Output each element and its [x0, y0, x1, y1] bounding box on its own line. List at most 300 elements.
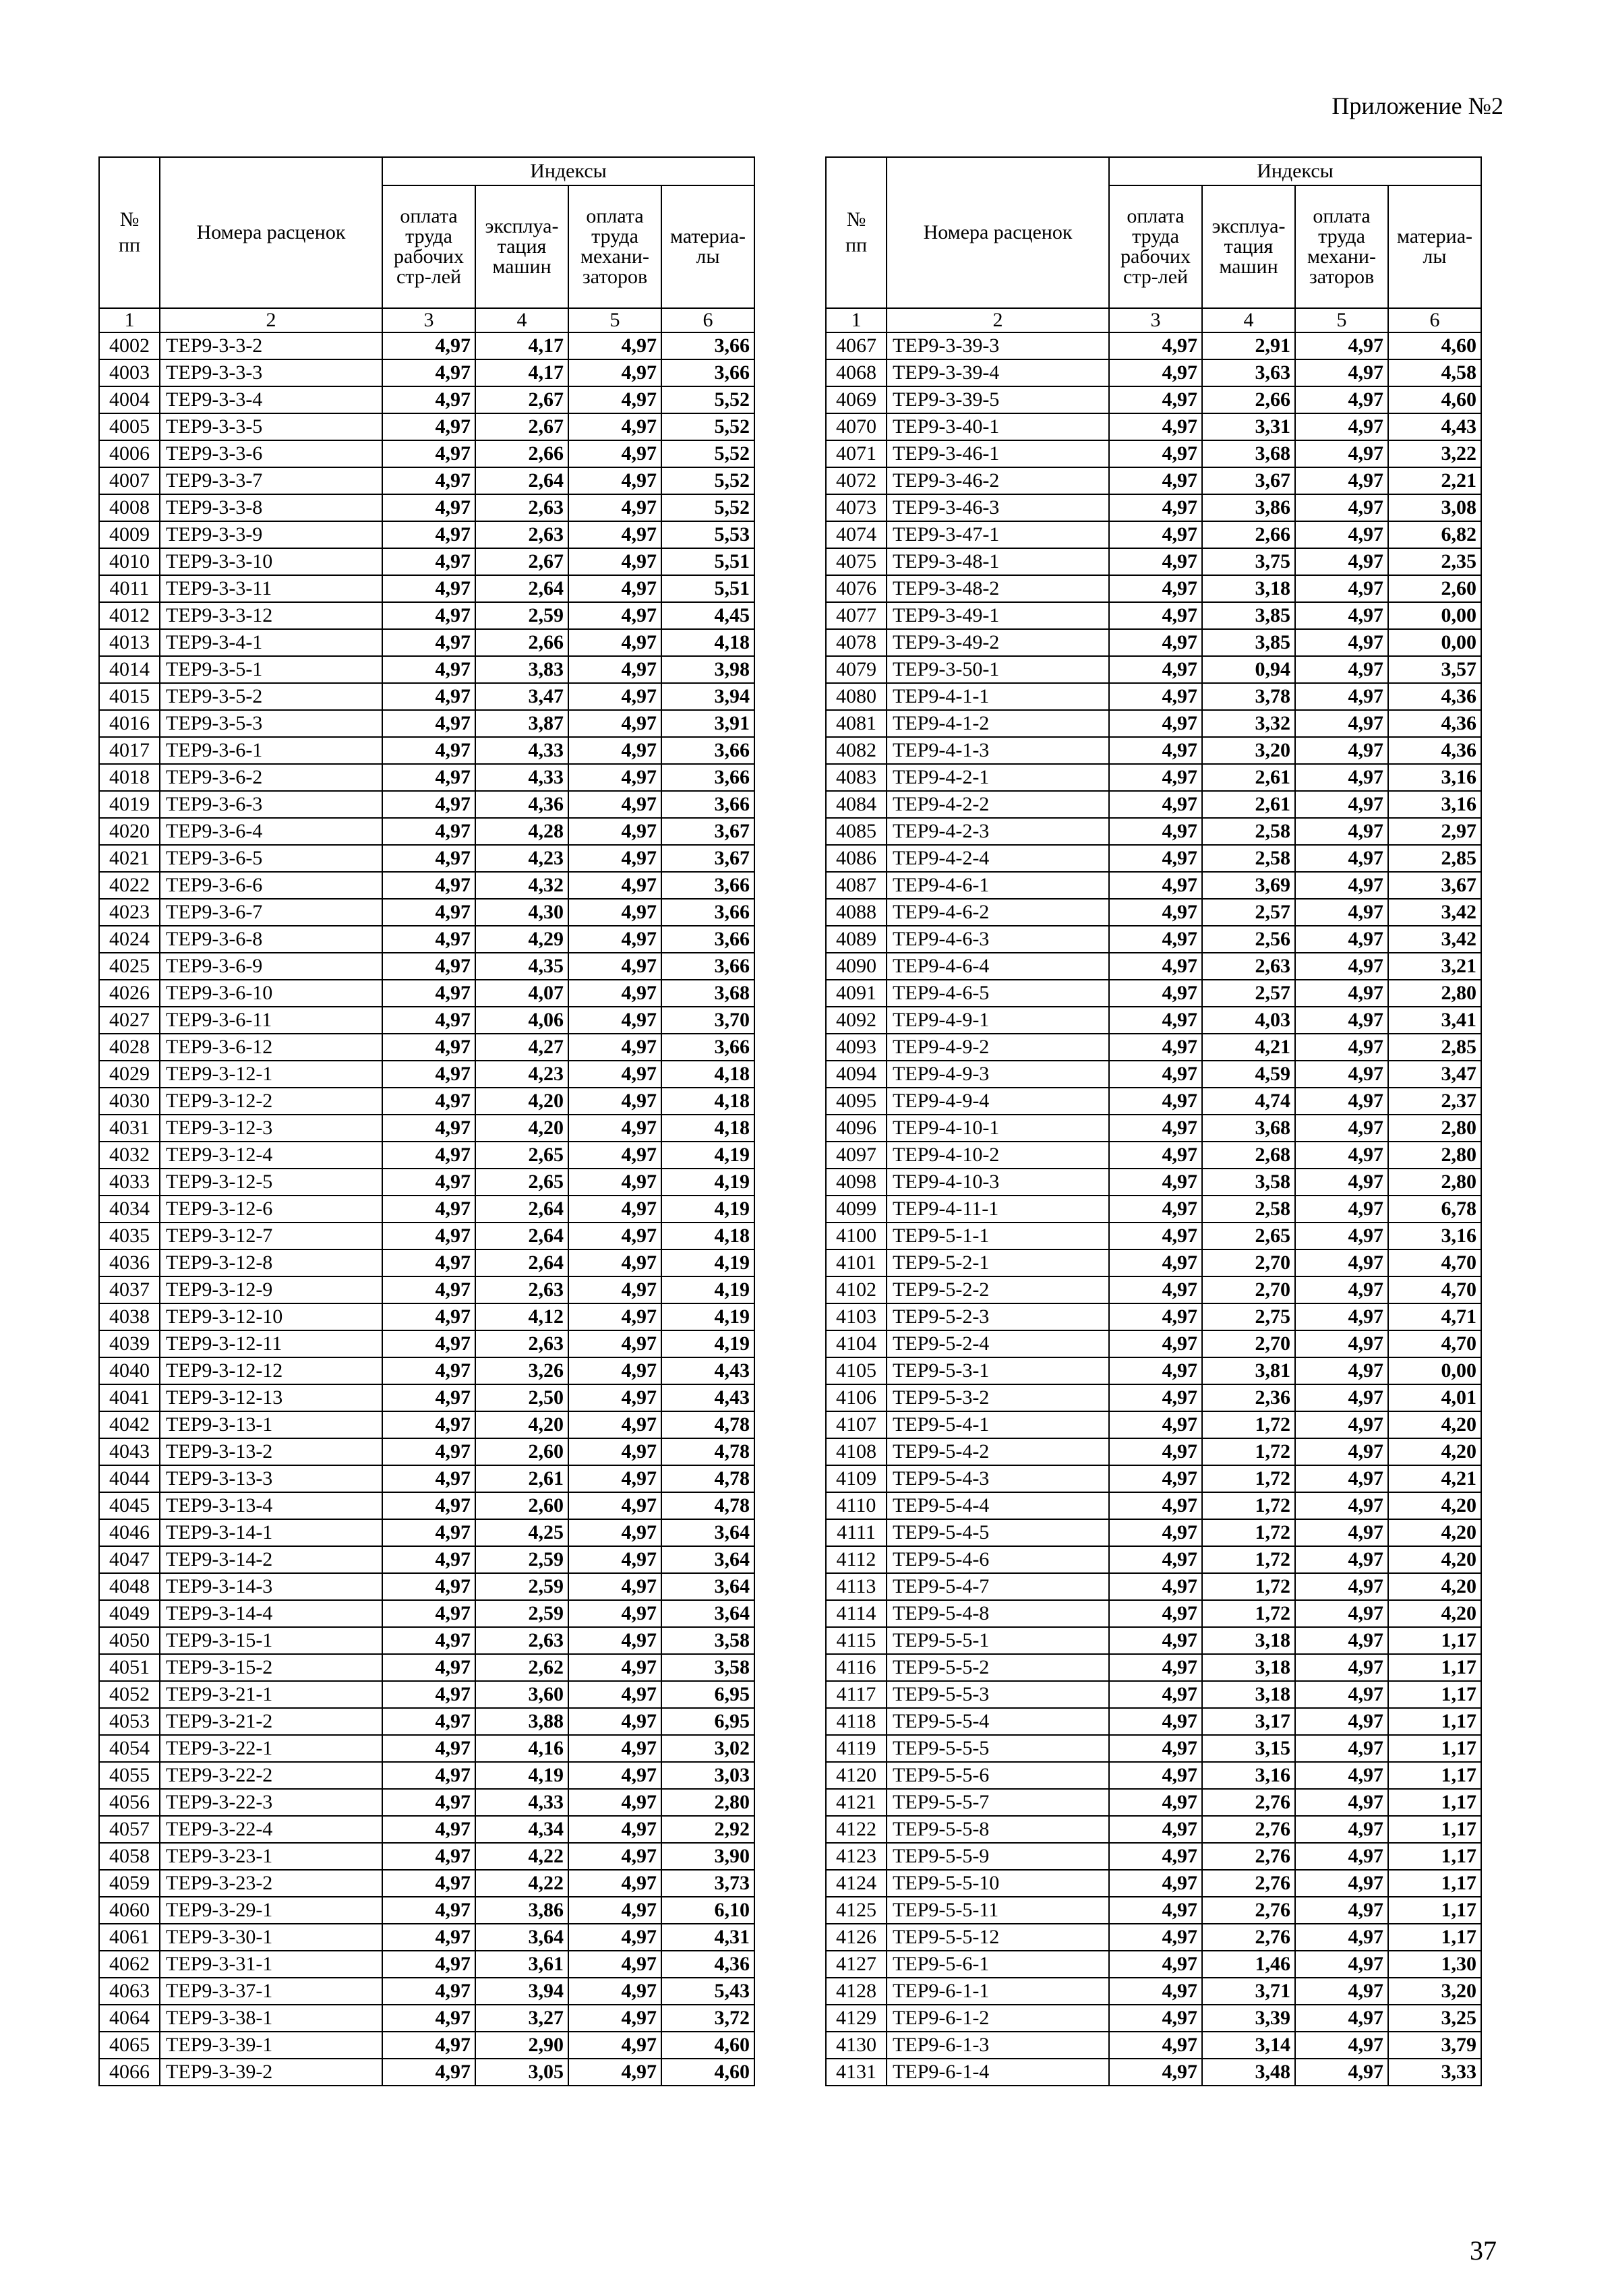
- rate-code: ТЕР9-3-12-9: [160, 1276, 382, 1303]
- materials-index: 4,43: [661, 1384, 754, 1411]
- machine-ops-index: 3,75: [1202, 548, 1295, 575]
- rate-code: ТЕР9-3-5-2: [160, 683, 382, 710]
- row-number: 4110: [826, 1492, 887, 1519]
- materials-index: 2,80: [1388, 1169, 1481, 1196]
- materials-index: 4,18: [661, 1115, 754, 1142]
- worker-pay-index: 4,97: [382, 1708, 475, 1735]
- machine-ops-index: 3,05: [475, 2059, 568, 2086]
- worker-pay-index: 4,97: [382, 1357, 475, 1384]
- rate-code: ТЕР9-3-39-4: [887, 359, 1109, 386]
- worker-pay-index: 4,97: [382, 1007, 475, 1034]
- worker-pay-index: 4,97: [1109, 1816, 1202, 1843]
- worker-pay-index: 4,97: [382, 1762, 475, 1789]
- machinist-pay-index: 4,97: [568, 1951, 661, 1978]
- table-row: [826, 1789, 1481, 1816]
- machine-ops-index: 3,32: [1202, 710, 1295, 737]
- materials-index: 3,66: [661, 359, 754, 386]
- worker-pay-index: 4,97: [382, 1843, 475, 1870]
- machinist-pay-index: 4,97: [568, 1708, 661, 1735]
- row-number: 4094: [826, 1061, 887, 1088]
- row-number: 4107: [826, 1411, 887, 1438]
- machine-ops-index: 2,91: [1202, 332, 1295, 359]
- rate-code: ТЕР9-3-6-5: [160, 845, 382, 872]
- col-header-code: Номера расценок: [160, 157, 382, 308]
- rate-code: ТЕР9-3-39-1: [160, 2032, 382, 2059]
- machine-ops-index: 1,72: [1202, 1465, 1295, 1492]
- machinist-pay-index: 4,97: [568, 737, 661, 764]
- machinist-pay-index: 4,97: [1295, 737, 1388, 764]
- rate-code: ТЕР9-3-6-4: [160, 818, 382, 845]
- row-number: 4039: [99, 1330, 160, 1357]
- row-number: 4036: [99, 1249, 160, 1276]
- materials-index: 5,43: [661, 1978, 754, 2005]
- rate-code: ТЕР9-3-39-2: [160, 2059, 382, 2086]
- worker-pay-index: 4,97: [1109, 926, 1202, 953]
- rate-code: ТЕР9-3-12-10: [160, 1303, 382, 1330]
- machine-ops-index: 2,65: [475, 1169, 568, 1196]
- machine-ops-index: 2,64: [475, 1196, 568, 1223]
- rate-code: ТЕР9-4-6-2: [887, 899, 1109, 926]
- col-header-no: № пп: [99, 157, 160, 308]
- worker-pay-index: 4,97: [1109, 737, 1202, 764]
- table-row: [99, 1951, 754, 1978]
- machine-ops-index: 4,32: [475, 872, 568, 899]
- row-number: 4081: [826, 710, 887, 737]
- machinist-pay-index: 4,97: [568, 467, 661, 494]
- worker-pay-index: 4,97: [1109, 1519, 1202, 1546]
- machine-ops-index: 3,16: [1202, 1762, 1295, 1789]
- rate-code: ТЕР9-3-21-1: [160, 1681, 382, 1708]
- worker-pay-index: 4,97: [382, 1384, 475, 1411]
- machine-ops-index: 2,57: [1202, 899, 1295, 926]
- machine-ops-index: 3,85: [1202, 602, 1295, 629]
- worker-pay-index: 4,97: [382, 413, 475, 440]
- rate-code: ТЕР9-3-12-5: [160, 1169, 382, 1196]
- table-row: [826, 629, 1481, 656]
- machinist-pay-index: 4,97: [568, 1816, 661, 1843]
- row-number: 4055: [99, 1762, 160, 1789]
- row-number: 4064: [99, 2005, 160, 2032]
- machinist-pay-index: 4,97: [1295, 1843, 1388, 1870]
- machine-ops-index: 2,56: [1202, 926, 1295, 953]
- machine-ops-index: 4,12: [475, 1303, 568, 1330]
- row-number: 4078: [826, 629, 887, 656]
- machinist-pay-index: 4,97: [1295, 818, 1388, 845]
- materials-index: 3,03: [661, 1762, 754, 1789]
- row-number: 4046: [99, 1519, 160, 1546]
- materials-index: 3,16: [1388, 764, 1481, 791]
- worker-pay-index: 4,97: [382, 1061, 475, 1088]
- machine-ops-index: 4,20: [475, 1411, 568, 1438]
- machinist-pay-index: 4,97: [1295, 629, 1388, 656]
- table-row: [99, 602, 754, 629]
- table-row: [826, 2032, 1481, 2059]
- worker-pay-index: 4,97: [1109, 629, 1202, 656]
- machine-ops-index: 4,07: [475, 980, 568, 1007]
- machine-ops-index: 1,46: [1202, 1951, 1295, 1978]
- table-row: [99, 1196, 754, 1223]
- worker-pay-index: 4,97: [382, 1276, 475, 1303]
- materials-index: 2,97: [1388, 818, 1481, 845]
- machine-ops-index: 1,72: [1202, 1492, 1295, 1519]
- materials-index: 3,66: [661, 764, 754, 791]
- worker-pay-index: 4,97: [1109, 2005, 1202, 2032]
- machinist-pay-index: 4,97: [568, 602, 661, 629]
- rate-code: ТЕР9-3-3-8: [160, 494, 382, 521]
- table-row: [99, 1789, 754, 1816]
- table-row: [826, 1681, 1481, 1708]
- rate-code: ТЕР9-5-6-1: [887, 1951, 1109, 1978]
- machinist-pay-index: 4,97: [1295, 1735, 1388, 1762]
- machinist-pay-index: 4,97: [1295, 1249, 1388, 1276]
- table-row: [99, 1411, 754, 1438]
- worker-pay-index: 4,97: [1109, 2032, 1202, 2059]
- materials-index: 3,21: [1388, 953, 1481, 980]
- table-row: [99, 1330, 754, 1357]
- table-row: [826, 1223, 1481, 1249]
- row-number: 4092: [826, 1007, 887, 1034]
- row-number: 4021: [99, 845, 160, 872]
- table-row: [99, 1600, 754, 1627]
- machinist-pay-index: 4,97: [1295, 494, 1388, 521]
- machinist-pay-index: 4,97: [1295, 1034, 1388, 1061]
- row-number: 4095: [826, 1088, 887, 1115]
- machinist-pay-index: 4,97: [1295, 1951, 1388, 1978]
- table-row: [826, 1384, 1481, 1411]
- worker-pay-index: 4,97: [1109, 359, 1202, 386]
- row-number: 4034: [99, 1196, 160, 1223]
- worker-pay-index: 4,97: [1109, 1223, 1202, 1249]
- worker-pay-index: 4,97: [382, 818, 475, 845]
- materials-index: 3,42: [1388, 926, 1481, 953]
- rate-code: ТЕР9-3-50-1: [887, 656, 1109, 683]
- machinist-pay-index: 4,97: [1295, 1115, 1388, 1142]
- machine-ops-index: 3,61: [475, 1951, 568, 1978]
- rate-code: ТЕР9-4-6-5: [887, 980, 1109, 1007]
- table-row: [99, 1627, 754, 1654]
- materials-index: 4,18: [661, 1088, 754, 1115]
- machinist-pay-index: 4,97: [1295, 1870, 1388, 1897]
- materials-index: 3,67: [1388, 872, 1481, 899]
- worker-pay-index: 4,97: [1109, 1249, 1202, 1276]
- materials-index: 5,52: [661, 467, 754, 494]
- table-row: [99, 467, 754, 494]
- materials-index: 3,08: [1388, 494, 1481, 521]
- table-row: [826, 1357, 1481, 1384]
- machine-ops-index: 3,14: [1202, 2032, 1295, 2059]
- materials-index: 3,47: [1388, 1061, 1481, 1088]
- materials-index: 6,82: [1388, 521, 1481, 548]
- worker-pay-index: 4,97: [1109, 1142, 1202, 1169]
- machine-ops-index: 4,30: [475, 899, 568, 926]
- materials-index: 6,95: [661, 1708, 754, 1735]
- materials-index: 4,20: [1388, 1519, 1481, 1546]
- table-row: [99, 2032, 754, 2059]
- worker-pay-index: 4,97: [1109, 953, 1202, 980]
- machine-ops-index: 2,62: [475, 1654, 568, 1681]
- materials-index: 4,71: [1388, 1303, 1481, 1330]
- materials-index: 4,20: [1388, 1438, 1481, 1465]
- machinist-pay-index: 4,97: [568, 521, 661, 548]
- table-row: [826, 1303, 1481, 1330]
- row-number: 4100: [826, 1223, 887, 1249]
- materials-index: 2,80: [1388, 1115, 1481, 1142]
- rate-code: ТЕР9-5-1-1: [887, 1223, 1109, 1249]
- machinist-pay-index: 4,97: [568, 1465, 661, 1492]
- worker-pay-index: 4,97: [1109, 1061, 1202, 1088]
- worker-pay-index: 4,97: [382, 548, 475, 575]
- table-row: [826, 413, 1481, 440]
- worker-pay-index: 4,97: [382, 1789, 475, 1816]
- row-number: 4029: [99, 1061, 160, 1088]
- machine-ops-index: 2,63: [1202, 953, 1295, 980]
- materials-index: 3,94: [661, 683, 754, 710]
- machine-ops-index: 2,66: [1202, 521, 1295, 548]
- row-number: 4103: [826, 1303, 887, 1330]
- machinist-pay-index: 4,97: [568, 1061, 661, 1088]
- machine-ops-index: 3,17: [1202, 1708, 1295, 1735]
- rate-code: ТЕР9-3-12-12: [160, 1357, 382, 1384]
- page-number: 37: [1470, 2235, 1497, 2266]
- table-row: [826, 575, 1481, 602]
- rate-code: ТЕР9-3-49-1: [887, 602, 1109, 629]
- table-row: [826, 521, 1481, 548]
- table-row: [826, 1816, 1481, 1843]
- worker-pay-index: 4,97: [1109, 1411, 1202, 1438]
- appendix-label: Приложение №2: [1332, 92, 1503, 119]
- row-number: 4105: [826, 1357, 887, 1384]
- machine-ops-index: 2,76: [1202, 1924, 1295, 1951]
- row-number: 4085: [826, 818, 887, 845]
- machine-ops-index: 3,68: [1202, 1115, 1295, 1142]
- table-row: [99, 1115, 754, 1142]
- row-number: 4023: [99, 899, 160, 926]
- worker-pay-index: 4,97: [1109, 332, 1202, 359]
- machine-ops-index: 2,60: [475, 1492, 568, 1519]
- machinist-pay-index: 4,97: [568, 386, 661, 413]
- row-number: 4030: [99, 1088, 160, 1115]
- table-row: [826, 1196, 1481, 1223]
- machinist-pay-index: 4,97: [568, 1924, 661, 1951]
- rate-code: ТЕР9-3-13-1: [160, 1411, 382, 1438]
- table-row: [99, 1978, 754, 2005]
- worker-pay-index: 4,97: [1109, 1492, 1202, 1519]
- machine-ops-index: 3,48: [1202, 2059, 1295, 2086]
- machine-ops-index: 3,68: [1202, 440, 1295, 467]
- rate-code: ТЕР9-3-13-2: [160, 1438, 382, 1465]
- machinist-pay-index: 4,97: [568, 1600, 661, 1627]
- machinist-pay-index: 4,97: [568, 1789, 661, 1816]
- machinist-pay-index: 4,97: [568, 332, 661, 359]
- row-number: 4122: [826, 1816, 887, 1843]
- machine-ops-index: 4,20: [475, 1088, 568, 1115]
- row-number: 4033: [99, 1169, 160, 1196]
- worker-pay-index: 4,97: [382, 467, 475, 494]
- machinist-pay-index: 4,97: [1295, 1169, 1388, 1196]
- row-number: 4097: [826, 1142, 887, 1169]
- worker-pay-index: 4,97: [382, 1573, 475, 1600]
- materials-index: 1,17: [1388, 1924, 1481, 1951]
- row-number: 4080: [826, 683, 887, 710]
- row-number: 4074: [826, 521, 887, 548]
- table-row: [99, 1088, 754, 1115]
- machine-ops-index: 3,78: [1202, 683, 1295, 710]
- worker-pay-index: 4,97: [1109, 656, 1202, 683]
- row-number: 4058: [99, 1843, 160, 1870]
- machinist-pay-index: 4,97: [1295, 1708, 1388, 1735]
- table-row: [99, 440, 754, 467]
- machine-ops-index: 3,27: [475, 2005, 568, 2032]
- machine-ops-index: 2,67: [475, 413, 568, 440]
- machine-ops-index: 2,61: [475, 1465, 568, 1492]
- machine-ops-index: 2,66: [475, 440, 568, 467]
- row-number: 4054: [99, 1735, 160, 1762]
- materials-index: 5,52: [661, 440, 754, 467]
- machinist-pay-index: 4,97: [1295, 1681, 1388, 1708]
- machine-ops-index: 2,76: [1202, 1789, 1295, 1816]
- machinist-pay-index: 4,97: [1295, 386, 1388, 413]
- table-row: [826, 359, 1481, 386]
- worker-pay-index: 4,97: [382, 2032, 475, 2059]
- machine-ops-index: 4,22: [475, 1870, 568, 1897]
- machinist-pay-index: 4,97: [1295, 683, 1388, 710]
- materials-index: 1,30: [1388, 1951, 1481, 1978]
- worker-pay-index: 4,97: [382, 521, 475, 548]
- machinist-pay-index: 4,97: [568, 818, 661, 845]
- materials-index: 3,72: [661, 2005, 754, 2032]
- worker-pay-index: 4,97: [382, 1870, 475, 1897]
- materials-index: 3,68: [661, 980, 754, 1007]
- machine-ops-index: 4,23: [475, 1061, 568, 1088]
- machinist-pay-index: 4,97: [568, 2059, 661, 2086]
- table-row: [99, 791, 754, 818]
- machine-ops-index: 1,72: [1202, 1600, 1295, 1627]
- row-number: 4109: [826, 1465, 887, 1492]
- worker-pay-index: 4,97: [1109, 1034, 1202, 1061]
- rate-code: ТЕР9-3-3-7: [160, 467, 382, 494]
- machinist-pay-index: 4,97: [568, 953, 661, 980]
- col-header-indices: Индексы: [1109, 157, 1481, 185]
- machine-ops-index: 4,27: [475, 1034, 568, 1061]
- worker-pay-index: 4,97: [1109, 1600, 1202, 1627]
- machine-ops-index: 3,88: [475, 1708, 568, 1735]
- rate-code: ТЕР9-3-3-2: [160, 332, 382, 359]
- machinist-pay-index: 4,97: [568, 764, 661, 791]
- table-row: [99, 1546, 754, 1573]
- machine-ops-index: 3,18: [1202, 1654, 1295, 1681]
- materials-index: 3,66: [661, 332, 754, 359]
- row-number: 4076: [826, 575, 887, 602]
- table-row: [826, 1034, 1481, 1061]
- row-number: 4096: [826, 1115, 887, 1142]
- machinist-pay-index: 4,97: [1295, 1546, 1388, 1573]
- table-row: [826, 1249, 1481, 1276]
- worker-pay-index: 4,97: [382, 1223, 475, 1249]
- materials-index: 4,60: [1388, 332, 1481, 359]
- rate-code: ТЕР9-5-5-6: [887, 1762, 1109, 1789]
- rate-code: ТЕР9-3-12-7: [160, 1223, 382, 1249]
- machinist-pay-index: 4,97: [568, 1546, 661, 1573]
- rate-code: ТЕР9-6-1-4: [887, 2059, 1109, 2086]
- worker-pay-index: 4,97: [382, 764, 475, 791]
- worker-pay-index: 4,97: [382, 872, 475, 899]
- row-number: 4004: [99, 386, 160, 413]
- machinist-pay-index: 4,97: [568, 1627, 661, 1654]
- materials-index: 2,80: [1388, 1142, 1481, 1169]
- machine-ops-index: 2,36: [1202, 1384, 1295, 1411]
- row-number: 4065: [99, 2032, 160, 2059]
- row-number: 4048: [99, 1573, 160, 1600]
- row-number: 4059: [99, 1870, 160, 1897]
- table-row: [99, 845, 754, 872]
- rate-code: ТЕР9-4-10-1: [887, 1115, 1109, 1142]
- materials-index: 3,90: [661, 1843, 754, 1870]
- machinist-pay-index: 4,97: [568, 575, 661, 602]
- materials-index: 6,10: [661, 1897, 754, 1924]
- table-row: [826, 1546, 1481, 1573]
- rate-code: ТЕР9-3-23-2: [160, 1870, 382, 1897]
- worker-pay-index: 4,97: [382, 980, 475, 1007]
- row-number: 4051: [99, 1654, 160, 1681]
- table-row: [99, 1007, 754, 1034]
- table-row: [826, 1924, 1481, 1951]
- rate-code: ТЕР9-3-21-2: [160, 1708, 382, 1735]
- row-number: 4068: [826, 359, 887, 386]
- row-number: 4125: [826, 1897, 887, 1924]
- machinist-pay-index: 4,97: [1295, 1142, 1388, 1169]
- worker-pay-index: 4,97: [1109, 899, 1202, 926]
- row-number: 4007: [99, 467, 160, 494]
- table-row: [99, 764, 754, 791]
- worker-pay-index: 4,97: [1109, 1978, 1202, 2005]
- worker-pay-index: 4,97: [382, 683, 475, 710]
- machine-ops-index: 2,64: [475, 1249, 568, 1276]
- table-row: [99, 2005, 754, 2032]
- row-number: 4002: [99, 332, 160, 359]
- machinist-pay-index: 4,97: [568, 1978, 661, 2005]
- materials-index: 3,22: [1388, 440, 1481, 467]
- materials-index: 4,19: [661, 1276, 754, 1303]
- machine-ops-index: 3,64: [475, 1924, 568, 1951]
- worker-pay-index: 4,97: [1109, 1735, 1202, 1762]
- machinist-pay-index: 4,97: [568, 1007, 661, 1034]
- rate-code: ТЕР9-4-2-4: [887, 845, 1109, 872]
- row-number: 4121: [826, 1789, 887, 1816]
- row-number: 4042: [99, 1411, 160, 1438]
- table-row: [99, 1169, 754, 1196]
- machine-ops-index: 2,60: [475, 1438, 568, 1465]
- machinist-pay-index: 4,97: [1295, 1330, 1388, 1357]
- machinist-pay-index: 4,97: [1295, 1816, 1388, 1843]
- worker-pay-index: 4,97: [1109, 1276, 1202, 1303]
- row-number: 4026: [99, 980, 160, 1007]
- row-number: 4084: [826, 791, 887, 818]
- row-number: 4069: [826, 386, 887, 413]
- table-row: [99, 629, 754, 656]
- machinist-pay-index: 4,97: [568, 548, 661, 575]
- machinist-pay-index: 4,97: [1295, 953, 1388, 980]
- rate-code: ТЕР9-3-6-1: [160, 737, 382, 764]
- materials-index: 6,78: [1388, 1196, 1481, 1223]
- table-row: [99, 575, 754, 602]
- worker-pay-index: 4,97: [382, 629, 475, 656]
- machinist-pay-index: 4,97: [1295, 656, 1388, 683]
- machinist-pay-index: 4,97: [1295, 1789, 1388, 1816]
- machinist-pay-index: 4,97: [1295, 764, 1388, 791]
- machine-ops-index: 2,58: [1202, 818, 1295, 845]
- worker-pay-index: 4,97: [1109, 1303, 1202, 1330]
- rate-code: ТЕР9-3-37-1: [160, 1978, 382, 2005]
